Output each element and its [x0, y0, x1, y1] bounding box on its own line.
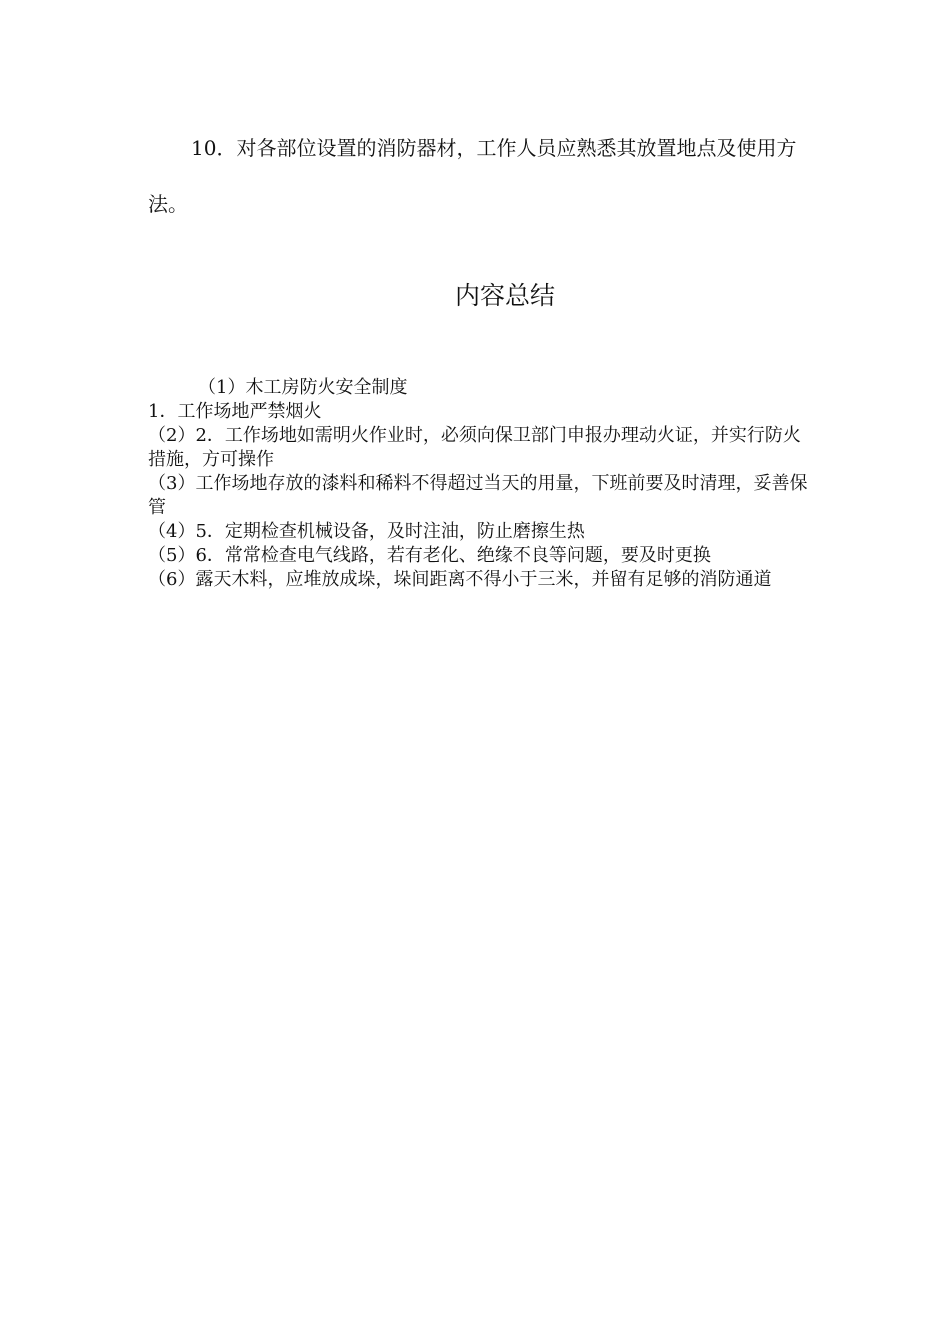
- summary-item: （6）露天木料，应堆放成垛，垛间距离不得小于三米，并留有足够的消防通道: [148, 569, 772, 590]
- body-paragraph: 10．对各部位设置的消防器材，工作人员应熟悉其放置地点及使用方法。: [148, 136, 797, 216]
- summary-item: 1．工作场地严禁烟火: [148, 401, 322, 422]
- summary-list: [148, 376, 808, 592]
- summary-item: （5）6．常常检查电气线路，若有老化、绝缘不良等问题，要及时更换: [148, 545, 711, 566]
- summary-title: 内容总结: [454, 281, 555, 310]
- summary-item: （2）2．工作场地如需明火作业时，必须向保卫部门申报办理动火证，并实行防火措施，方可操作: [148, 425, 801, 470]
- summary-item: （1）木工房防火安全制度: [198, 377, 408, 398]
- summary-item: （3）工作场地存放的漆料和稀料不得超过当天的用量，下班前要及时清理，妥善保管: [148, 473, 808, 518]
- summary-item: （4）5．定期检查机械设备，及时注油，防止磨擦生热: [148, 521, 585, 542]
